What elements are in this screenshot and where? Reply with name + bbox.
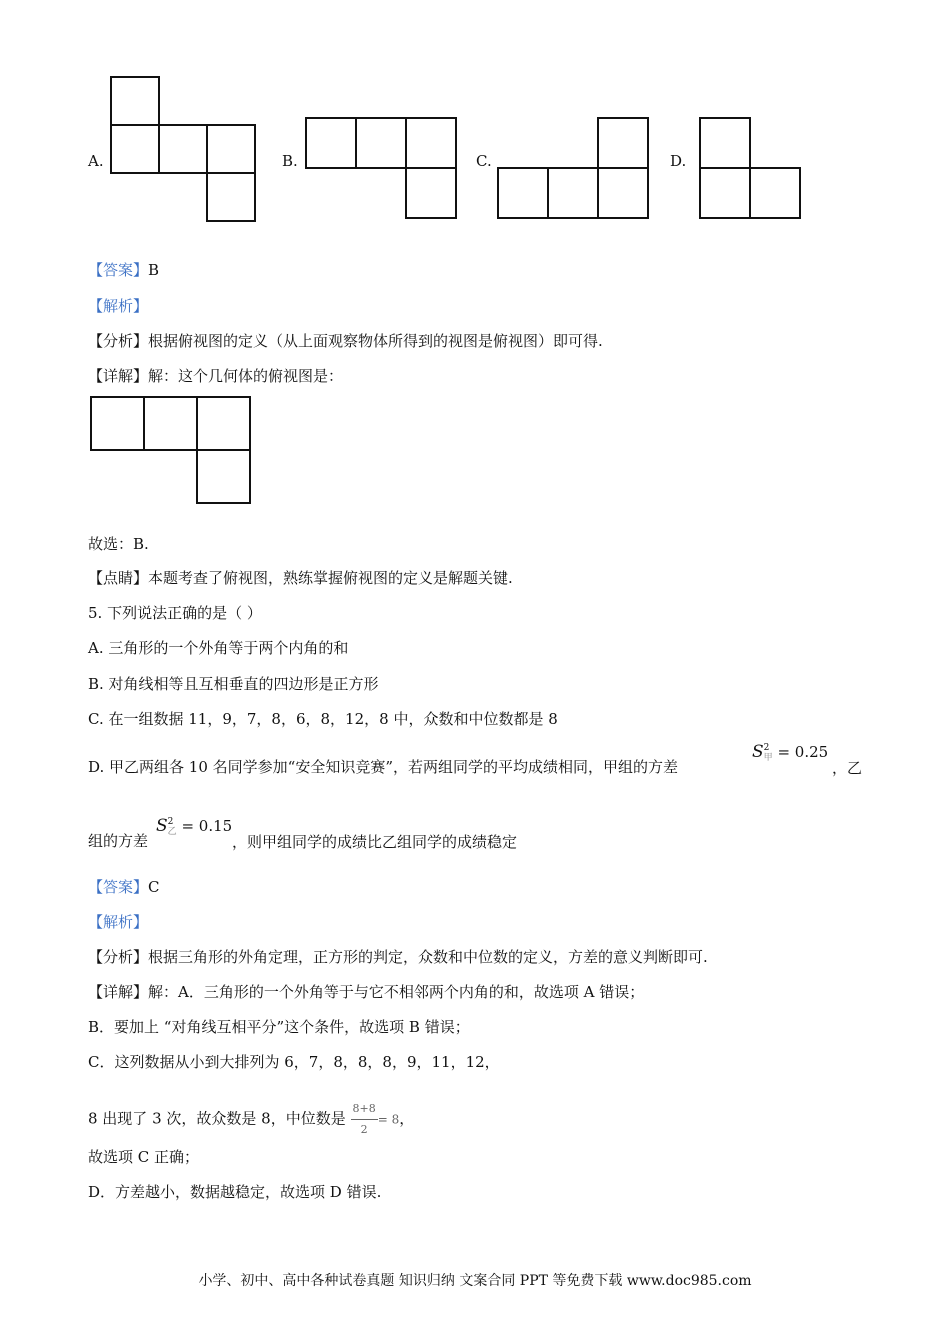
fenxi-line-2 [88, 947, 708, 967]
option-d-text-3: 组的方差 [88, 832, 149, 850]
variance-jia-sup: 2 [763, 743, 770, 753]
fenxi-text-2: 根据三角形的外角定理，正方形的判定，众数和中位数的定义，方差的意义判断即可. [148, 948, 708, 966]
fraction-result: = 8 [377, 1112, 400, 1127]
choice-d-label: D. [670, 152, 687, 170]
median-text-end: ， [399, 1109, 415, 1128]
xiangjie-line-1 [88, 366, 343, 386]
fenxi-line-1 [88, 331, 603, 351]
dianjing-text: 本题考查了俯视图，熟练掌握俯视图的定义是解题关键. [148, 569, 513, 587]
question-5-option-c: C. 在一组数据 11，9，7，8，6，8，12，8 中，众数和中位数都是 8 [88, 710, 558, 728]
choice-d-figure [697, 115, 805, 223]
question-5-option-b: B. 对角线相等且互相垂直的四边形是正方形 [88, 675, 379, 693]
choice-c-figure [495, 115, 653, 223]
fenxi-text: 根据俯视图的定义（从上面观察物体所得到的视图是俯视图）即可得. [148, 332, 603, 350]
detail-line-cc: 故选项 C 正确； [88, 1148, 200, 1166]
variance-jia-symbol: S [752, 742, 764, 762]
variance-yi-value: = 0.15 [181, 817, 233, 835]
dianjing-tag: 【点睛】 [88, 569, 149, 587]
fraction-denominator: 2 [360, 1123, 368, 1136]
xiangjie-tag-2: 【详解】 [88, 983, 149, 1001]
choice-a-figure [108, 74, 260, 226]
answer-line-2 [88, 877, 160, 897]
fenxi-tag: 【分析】 [88, 332, 149, 350]
page-footer: 小学、初中、高中各种试卷真题 知识归纳 文案合同 PPT 等免费下载 www.doc985.com [198, 1273, 752, 1289]
fraction-numerator: 8+8 [351, 1099, 378, 1120]
xiangjie-tag: 【详解】 [88, 367, 149, 385]
detail-line-median [88, 1099, 414, 1140]
variance-yi-sup: 2 [167, 817, 174, 827]
choice-c-label: C. [476, 152, 492, 170]
analysis-heading-1: 【解析】 [88, 297, 149, 315]
variance-yi [156, 816, 232, 837]
detail-line-b: B．要加上 “对角线互相平分”这个条件，故选项 B 错误； [88, 1018, 470, 1036]
median-fraction [351, 1099, 378, 1140]
xiangjie-line-2 [88, 982, 644, 1002]
median-text: 8 出现了 3 次，故众数是 8，中位数是 [88, 1109, 346, 1128]
variance-yi-sub: 乙 [167, 827, 177, 837]
variance-jia-sub: 甲 [763, 753, 773, 763]
choice-a-label: A. [88, 152, 104, 170]
question-5-option-a: A. 三角形的一个外角等于两个内角的和 [88, 639, 349, 657]
analysis-heading-2: 【解析】 [88, 913, 149, 931]
choice-b-label: B. [282, 152, 298, 170]
option-d-text-2: ，乙 [832, 759, 863, 777]
top-view-figure [88, 394, 254, 506]
answer-tag: 【答案】 [88, 261, 149, 279]
xiangjie-text-2: 解：A．三角形的一个外角等于与它不相邻两个内角的和，故选项 A 错误； [148, 983, 645, 1001]
answer-value: B [148, 261, 160, 279]
variance-jia [752, 742, 828, 763]
question-5-option-d-line1 [88, 757, 678, 777]
dianjing-line [88, 568, 513, 588]
guxuan-line-1: 故选：B. [88, 535, 149, 553]
question-5-option-d-line2 [88, 831, 148, 851]
option-d-text-1: D. 甲乙两组各 10 名同学参加“安全知识竞赛”，若两组同学的平均成绩相同，甲组的方差 [88, 758, 678, 776]
answer-tag-2: 【答案】 [88, 878, 149, 896]
detail-line-d: D．方差越小，数据越稳定，故选项 D 错误. [88, 1183, 382, 1201]
detail-line-c: C．这列数据从小到大排列为 6，7，8，8，8，9，11，12， [88, 1053, 500, 1071]
variance-jia-value: = 0.25 [777, 743, 829, 761]
question-5: 5. 下列说法正确的是（ ） [88, 604, 262, 622]
option-d-text-4: ，则甲组同学的成绩比乙组同学的成绩稳定 [232, 833, 518, 851]
fenxi-tag-2: 【分析】 [88, 948, 149, 966]
answer-value-2: C [148, 878, 160, 896]
choice-b-figure [303, 115, 461, 223]
variance-yi-symbol: S [156, 816, 168, 836]
answer-line-1 [88, 260, 159, 280]
xiangjie-text: 解：这个几何体的俯视图是： [148, 367, 344, 385]
